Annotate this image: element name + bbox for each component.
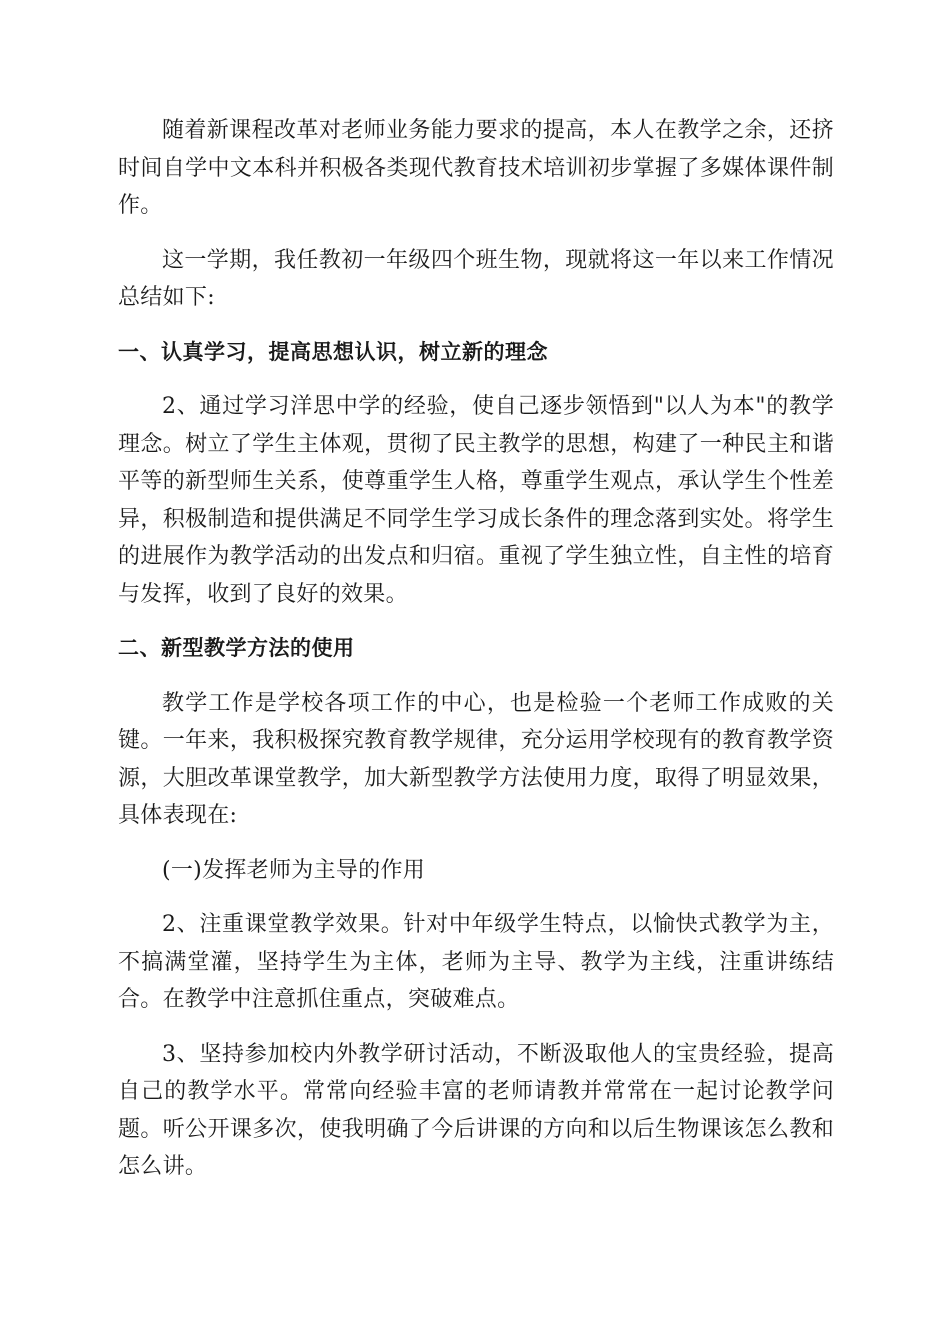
- subheading-teacher-role: (一)发挥老师为主导的作用: [162, 857, 426, 883]
- section-heading-1: 一、认真学习，提高思想认识，树立新的理念: [118, 339, 548, 364]
- paragraph-teaching-work: 教学工作是学校各项工作的中心，也是检验一个老师工作成败的关键。一年来，我积极探究教育教学规律，充分运用学校现有的教育教学资源，大胆改革课堂教学，加大新型教学方法使用力度，取得了明显效果，具体表现在:: [118, 690, 834, 828]
- paragraph-research-activities: 3、坚持参加校内外教学研讨活动，不断汲取他人的宝贵经验，提高自己的教学水平。常常向经验丰富的老师请教并常常在一起讨论教学问题。听公开课多次，使我明确了今后讲课的方向和以后生物课该怎么教和怎么讲。: [118, 1041, 834, 1179]
- paragraph-summary-intro: 这一学期，我任教初一年级四个班生物，现就将这一年以来工作情况总结如下:: [118, 247, 834, 310]
- paragraph-classroom-effect: 2、注重课堂教学效果。针对中年级学生特点，以愉快式教学为主，不搞满堂灌，坚持学生为主体，老师为主导、教学为主线，注重讲练结合。在教学中注意抓住重点，突破难点。: [118, 912, 834, 1012]
- paragraph-intro: 随着新课程改革对老师业务能力要求的提高，本人在教学之余，还挤时间自学中文本科并积极各类现代教育技术培训初步掌握了多媒体课件制作。: [118, 118, 834, 218]
- document-body: [118, 112, 834, 1203]
- section-heading-2: 二、新型教学方法的使用: [118, 636, 355, 660]
- paragraph-learning-concept: 2、通过学习洋思中学的经验，使自己逐步领悟到"以人为本"的教学理念。树立了学生主体观，贯彻了民主教学的思想，构建了一种民主和谐平等的新型师生关系，使尊重学生人格，尊重学生观点，承认学生个性差异，积极制造和提供满足不同学生学习成长条件的理念落到实处。将学生的进展作为教学活动的出发点和归宿。重视了学生独立性，自主性的培育与发挥，收到了良好的效果。: [118, 394, 834, 607]
